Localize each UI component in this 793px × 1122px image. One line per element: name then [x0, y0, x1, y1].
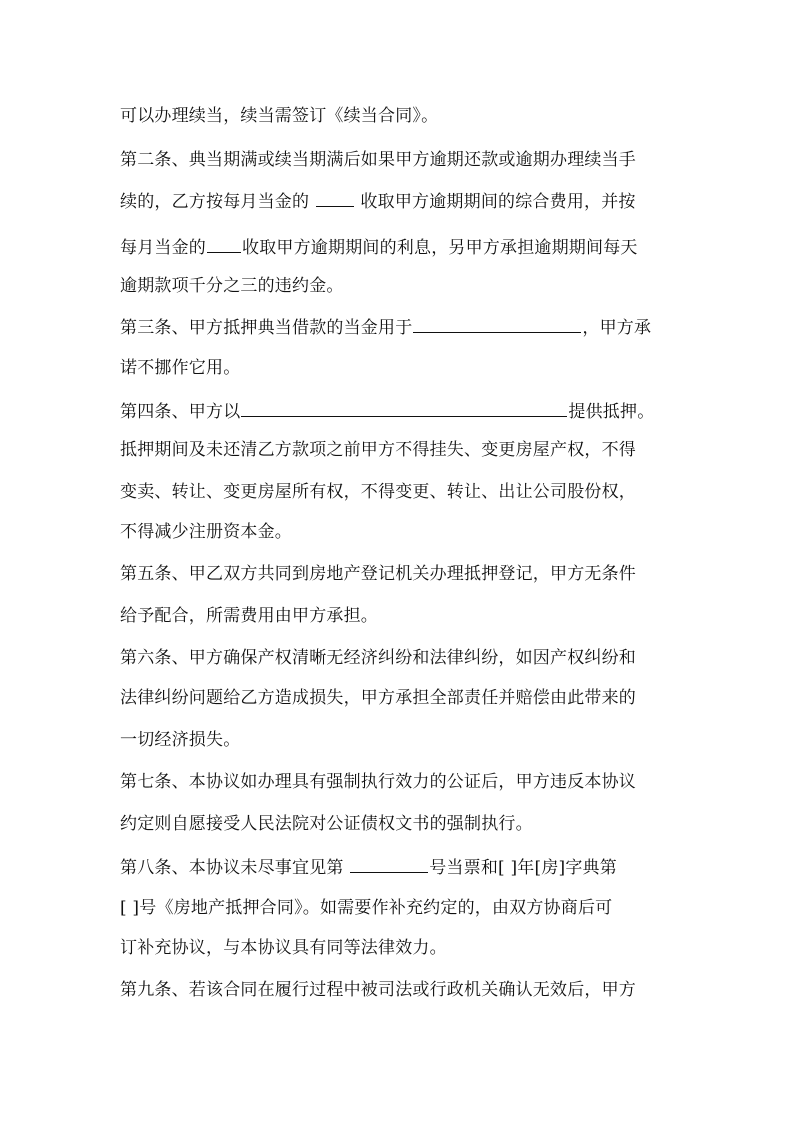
- text-segment: 抵押期间及未还清乙方款项之前甲方不得挂失、变更房屋产权，不得: [120, 440, 636, 460]
- text-segment: 第五条、甲乙双方共同到房地产登记机关办理抵押登记，甲方无条件: [120, 564, 636, 584]
- text-segment: 第四条、甲方以: [120, 402, 241, 422]
- text-segment: 法律纠纷问题给乙方造成损失，甲方承担全部责任并赔偿由此带来的: [120, 688, 636, 708]
- text-segment: 提供抵押。: [568, 402, 655, 422]
- text-line: [120, 440, 675, 462]
- fill-in-blank: [350, 856, 428, 873]
- text-segment: ，甲方承: [582, 318, 652, 338]
- fill-in-blank: [316, 190, 354, 207]
- text-line: [120, 856, 675, 878]
- text-segment: 第三条、甲方抵押典当借款的当金用于: [120, 318, 413, 338]
- text-segment: 收取甲方逾期期间的综合费用，并按: [354, 192, 636, 212]
- text-line: [120, 606, 675, 628]
- text-segment: 给予配合，所需费用由甲方承担。: [120, 606, 378, 626]
- text-segment: 第二条、典当期满或续当期满后如果甲方逾期还款或逾期办理续当手: [120, 150, 636, 170]
- text-line: [120, 980, 675, 1002]
- text-line: [120, 688, 675, 710]
- text-segment: 一切经济损失。: [120, 730, 241, 750]
- text-segment: 第九条、若该合同在履行过程中被司法或行政机关确认无效后，甲方: [120, 980, 636, 1000]
- text-segment: 订补充协议，与本协议具有同等法律效力。: [120, 938, 447, 958]
- text-segment: 诺不挪作它用。: [120, 358, 241, 378]
- text-line: [120, 522, 675, 544]
- text-segment: 每月当金的: [120, 238, 206, 258]
- text-line: [120, 316, 675, 338]
- text-line: [120, 190, 675, 212]
- text-line: [120, 150, 675, 172]
- fill-in-blank: [241, 400, 567, 417]
- text-segment: 号当票和[ ]年[房]字典第: [429, 858, 617, 878]
- text-line: [120, 236, 675, 258]
- text-line: [120, 358, 675, 380]
- fill-in-blank: [207, 236, 241, 253]
- text-segment: 第六条、甲方确保产权清晰无经济纠纷和法律纠纷，如因产权纠纷和: [120, 648, 636, 668]
- fill-in-blank: [413, 316, 581, 333]
- text-line: [120, 648, 675, 670]
- text-segment: 逾期款项千分之三的违约金。: [120, 276, 344, 296]
- text-segment: 收取甲方逾期期间的利息，另甲方承担逾期期间每天: [242, 238, 638, 258]
- text-segment: 不得减少注册资本金。: [120, 522, 292, 542]
- text-line: [120, 938, 675, 960]
- text-line: [120, 276, 675, 298]
- text-line: [120, 898, 675, 920]
- text-segment: 续的，乙方按每月当金的: [120, 192, 315, 212]
- text-line: [120, 730, 675, 752]
- text-segment: 变卖、转让、变更房屋所有权，不得变更、转让、出让公司股份权，: [120, 482, 636, 502]
- text-segment: 可以办理续当，续当需签订《续当合同》。: [120, 106, 439, 126]
- text-line: [120, 564, 675, 586]
- text-segment: 第七条、本协议如办理具有强制执行效力的公证后，甲方违反本协议: [120, 772, 636, 792]
- text-segment: 第八条、本协议未尽事宜见第: [120, 858, 350, 878]
- text-line: [120, 482, 675, 504]
- text-line: [120, 772, 675, 794]
- text-segment: 约定则自愿接受人民法院对公证债权文书的强制执行。: [120, 814, 533, 834]
- text-line: [120, 400, 675, 422]
- text-line: [120, 106, 675, 128]
- text-segment: [ ]号《房地产抵押合同》。如需要作补充约定的，由双方协商后可: [120, 898, 613, 918]
- text-line: [120, 814, 675, 836]
